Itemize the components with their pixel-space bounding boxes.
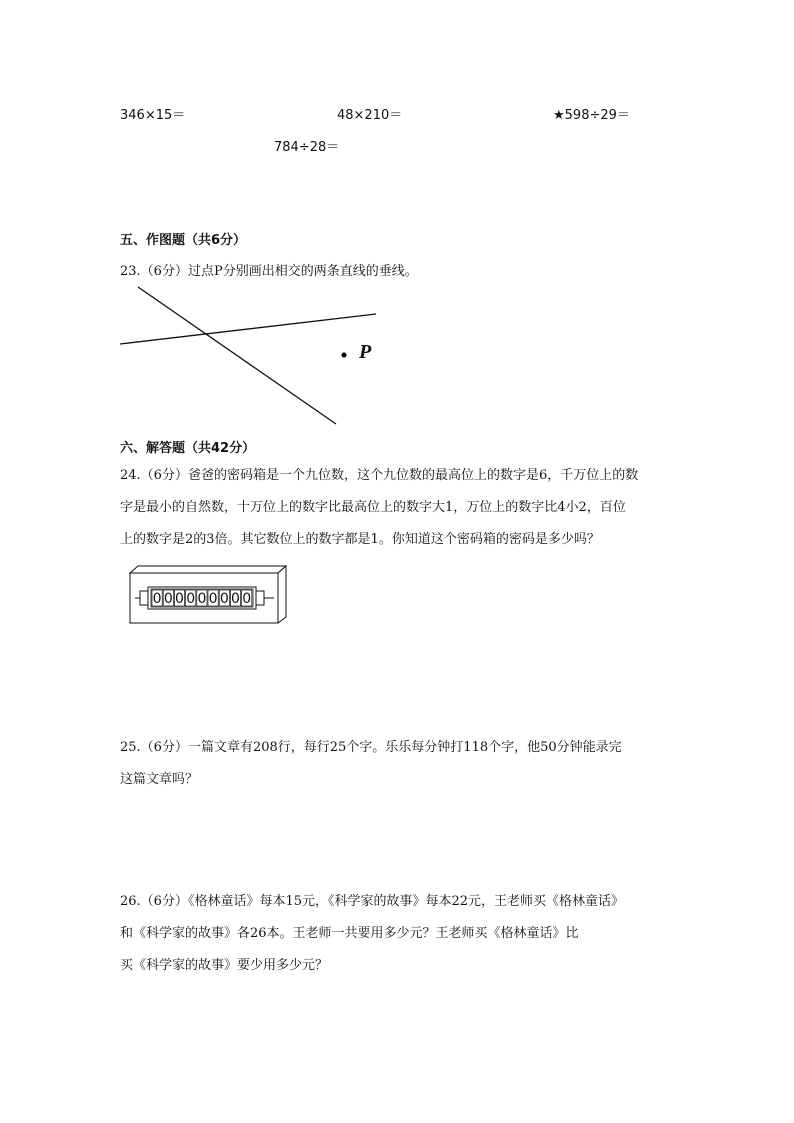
calc-346x15: 346×15＝ [120, 108, 186, 123]
question-26-line-1: 26.（6分）《格林童话》每本15元，《科学家的故事》每本22元，王老师买《格林童话》 [120, 894, 625, 909]
calc-48x210: 48×210＝ [337, 108, 403, 123]
question-24 [120, 460, 680, 556]
question-23: 23.（6分）过点P分别画出相交的两条直线的垂线。 [120, 264, 418, 279]
line-b [120, 314, 376, 344]
question-25-line-1: 25.（6分）一篇文章有208行，每行25个字。乐乐每分钟打118个字，他50分钟能录完 [120, 740, 622, 755]
lock-digit: 0 [186, 591, 196, 607]
calc-784div28: 784÷28＝ [274, 140, 340, 155]
combination-lock-figure [130, 565, 290, 625]
section-heading-drawing: 五、作图题（共6分） [120, 233, 247, 248]
question-24-line-2: 字是最小的自然数，十万位上的数字比最高位上的数字大1，万位上的数字比4小2，百位 [120, 500, 626, 515]
question-24-line-1: 24.（6分）爸爸的密码箱是一个九位数，这个九位数的最高位上的数字是6，千万位上的数 [120, 468, 639, 483]
lock-digit: 0 [175, 591, 184, 607]
question-26-line-3: 买《科学家的故事》要少用多少元？ [120, 958, 329, 973]
question-25 [120, 732, 680, 796]
line-a [138, 287, 336, 424]
lock-digit: 0 [152, 591, 162, 607]
question-26 [120, 886, 680, 982]
question-24-line-3: 上的数字是2的3倍。其它数位上的数字都是1。你知道这个密码箱的密码是多少吗？ [120, 532, 600, 547]
section-heading-solving: 六、解答题（共42分） [120, 441, 256, 456]
question-26-line-2: 和《科学家的故事》各26本。王老师一共要用多少元？王老师买《格林童话》比 [120, 926, 579, 941]
lock-digit: 0 [219, 591, 229, 607]
question-25-line-2: 这篇文章吗？ [120, 772, 199, 787]
lock-digit: 0 [197, 591, 207, 607]
lock-digit: 0 [242, 591, 252, 607]
calc-598div29: ★598÷29＝ [553, 108, 630, 123]
lock-digit: 0 [231, 591, 240, 607]
point-p-dot [341, 352, 346, 357]
point-p-label: P [359, 341, 372, 363]
lock-digit: 0 [163, 591, 173, 607]
lock-digit: 0 [208, 591, 218, 607]
